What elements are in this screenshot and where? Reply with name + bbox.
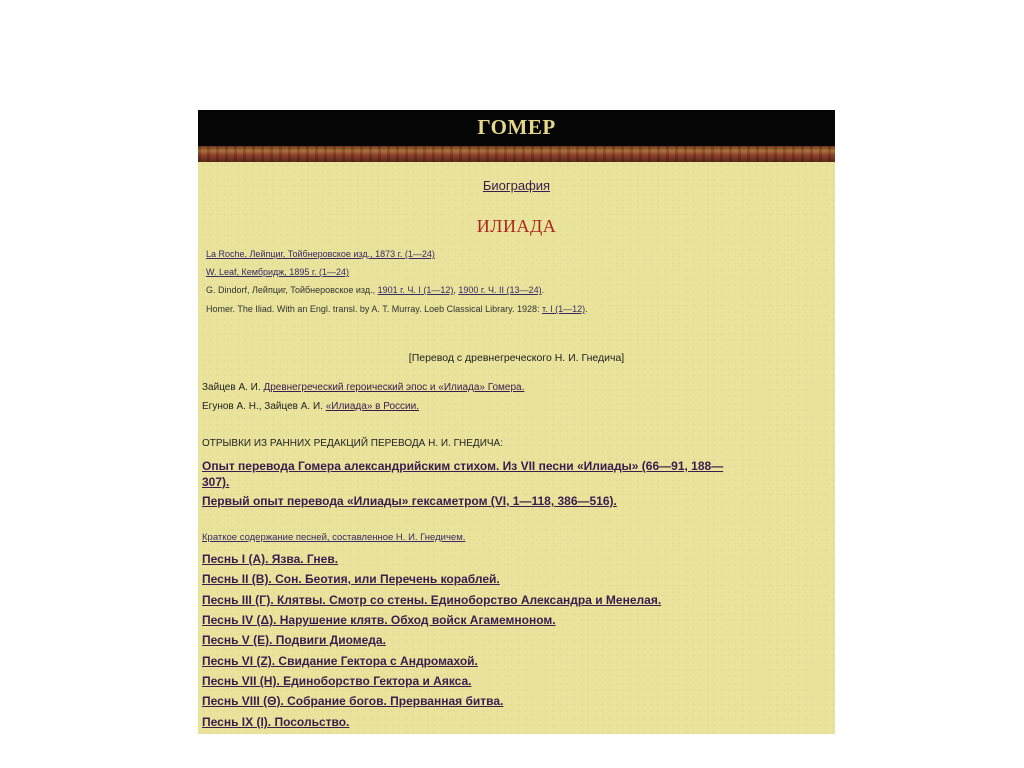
song-2 (202, 570, 500, 588)
song-3 (202, 591, 661, 609)
edition-murray (206, 304, 588, 314)
song-9 (202, 713, 349, 731)
article-zaitsev-author: Зайцев А. И. (202, 382, 264, 393)
song-6 (202, 652, 478, 670)
edition-dindorf-suffix: . (541, 285, 545, 295)
edition-dindorf-vol1-link[interactable]: 1901 г. Ч. I (1—12) (377, 285, 454, 295)
translation-note: [Перевод с древнегреческого Н. И. Гнедича] (408, 352, 625, 364)
biography-link[interactable]: Биография (482, 178, 551, 193)
excerpt-alexandrine-link[interactable]: Опыт перевода Гомера александрийским стихом. Из VII песни «Илиады» (66—91, 188— (202, 459, 724, 473)
edition-murray-text: Homer. The Iliad. With an Engl. transl. by A. T. Murray. Loeb Classical Library. 1928: (206, 304, 542, 314)
edition-leaf-link[interactable]: W. Leaf, Кембридж, 1895 г. (1—24) (206, 267, 350, 277)
edition-la-roche (206, 249, 435, 259)
excerpt-hexameter (202, 492, 617, 510)
edition-dindorf-text: G. Dindorf, Лейпциг, Тойбнеровское изд., (206, 285, 378, 295)
edition-murray-suffix: . (585, 304, 588, 314)
excerpt-hexameter-link[interactable]: Первый опыт перевода «Илиады» гексаметром (VI, 1—118, 386—516). (202, 494, 617, 508)
edition-la-roche-link[interactable]: La Roche, Лейпциг, Тойбнеровское изд., 1873 г. (1—24) (206, 249, 435, 259)
iliad-title: ИЛИАДА (476, 216, 557, 236)
excerpt-alexandrine (202, 458, 723, 490)
excerpt-alexandrine-link-cont[interactable]: 307). (202, 475, 230, 489)
song-9-link[interactable]: Песнь IX (Ι). Посольство. (202, 715, 350, 729)
summary (202, 532, 465, 543)
song-7 (202, 672, 472, 690)
decorative-border (198, 146, 835, 162)
article-zaitsev-link[interactable]: Древнегреческий героический эпос и «Илиада» Гомера. (263, 382, 525, 393)
article-egunov-author: Егунов А. Н., Зайцев А. И. (202, 401, 326, 412)
song-5-link[interactable]: Песнь V (Ε). Подвиги Диомеда. (202, 633, 386, 647)
song-2-link[interactable]: Песнь II (Β). Сон. Беотия, или Перечень кораблей. (202, 572, 500, 586)
article-egunov-link[interactable]: «Илиада» в России. (325, 401, 420, 412)
song-6-link[interactable]: Песнь VI (Ζ). Свидание Гектора с Андромахой. (202, 654, 478, 668)
page-title: ГОМЕР (477, 115, 556, 139)
edition-dindorf-vol2-link[interactable]: 1900 г. Ч. II (13—24) (458, 285, 542, 295)
edition-dindorf (206, 285, 544, 295)
article-egunov (202, 401, 419, 412)
song-4-link[interactable]: Песнь IV (Δ). Нарушение клятв. Обход войск Агамемноном. (202, 613, 556, 627)
page-content (198, 110, 835, 734)
song-8 (202, 692, 503, 710)
song-1 (202, 550, 338, 568)
song-4 (202, 611, 556, 629)
article-zaitsev (202, 382, 524, 393)
edition-leaf (206, 267, 349, 277)
song-8-link[interactable]: Песнь VIII (Θ). Собрание богов. Прерванная битва. (202, 694, 504, 708)
header-bar (198, 110, 835, 146)
summary-link[interactable]: Краткое содержание песней, составленное Н. И. Гнедичем. (202, 532, 466, 543)
edition-dindorf-sep: , (453, 285, 459, 295)
song-5 (202, 631, 386, 649)
song-7-link[interactable]: Песнь VII (Η). Единоборство Гектора и Аякса. (202, 674, 472, 688)
song-1-link[interactable]: Песнь I (Α). Язва. Гнев. (202, 552, 339, 566)
excerpts-heading: ОТРЫВКИ ИЗ РАННИХ РЕДАКЦИЙ ПЕРЕВОДА Н. И. ГНЕДИЧА: (202, 438, 504, 449)
song-3-link[interactable]: Песнь III (Γ). Клятвы. Смотр со стены. Единоборство Александра и Менелая. (202, 593, 662, 607)
edition-murray-vol1-link[interactable]: т. I (1—12) (541, 304, 586, 314)
